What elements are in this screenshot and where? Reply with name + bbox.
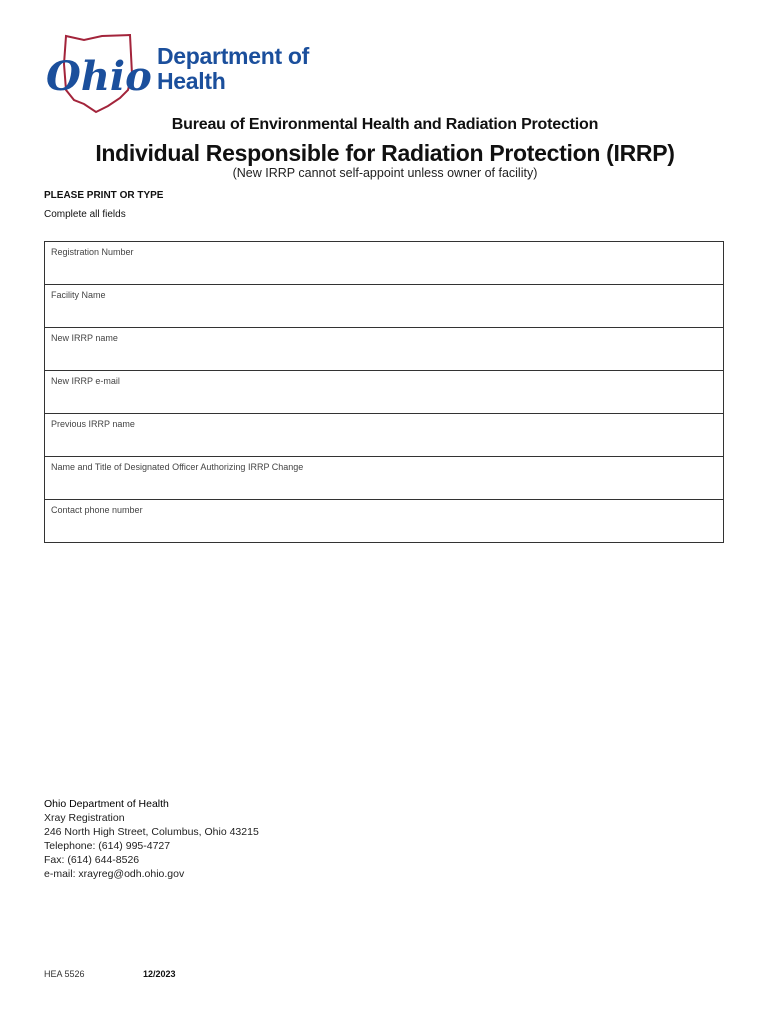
form-title: Individual Responsible for Radiation Protection (IRRP): [95, 140, 675, 166]
form-date: 12/2023: [143, 969, 176, 979]
contact-org: Ohio Department of Health: [44, 798, 169, 810]
contact-fax: Fax: (614) 644-8526: [44, 854, 140, 866]
form-code: HEA 5526: [44, 969, 85, 979]
registration-number-field[interactable]: [45, 242, 723, 285]
department-name: Department of Health: [157, 43, 310, 94]
previous-irrp-name-field[interactable]: [45, 414, 723, 457]
field-label: Name and Title of Designated Officer Authorizing IRRP Change: [51, 462, 304, 472]
contact-phone-field[interactable]: [45, 500, 723, 542]
facility-name-field[interactable]: [45, 285, 723, 328]
contact-address: 246 North High Street, Columbus, Ohio 43215: [44, 826, 259, 838]
authorizing-officer-field[interactable]: [45, 457, 723, 500]
new-irrp-email-field[interactable]: [45, 371, 723, 414]
form-subtitle: (New IRRP cannot self-appoint unless owner of facility): [232, 166, 538, 180]
contact-telephone: Telephone: (614) 995-4727: [44, 840, 171, 852]
field-label: Contact phone number: [51, 505, 143, 515]
complete-instruction: Complete all fields: [44, 209, 126, 220]
contact-block: [44, 797, 259, 881]
field-label: Facility Name: [51, 290, 106, 300]
contact-email: e-mail: xrayreg@odh.ohio.gov: [44, 868, 185, 880]
odh-logo: [44, 34, 334, 114]
print-instruction: PLEASE PRINT OR TYPE: [44, 190, 164, 201]
contact-unit: Xray Registration: [44, 812, 125, 824]
svg-text:Ohio: Ohio: [46, 53, 152, 100]
ohio-state-icon: [44, 34, 154, 114]
field-label: New IRRP name: [51, 333, 118, 343]
new-irrp-name-field[interactable]: [45, 328, 723, 371]
field-label: New IRRP e-mail: [51, 376, 120, 386]
irrp-form: [44, 241, 724, 543]
field-label: Registration Number: [51, 247, 134, 257]
bureau-heading: Bureau of Environmental Health and Radiation Protection: [171, 116, 599, 133]
field-label: Previous IRRP name: [51, 419, 135, 429]
